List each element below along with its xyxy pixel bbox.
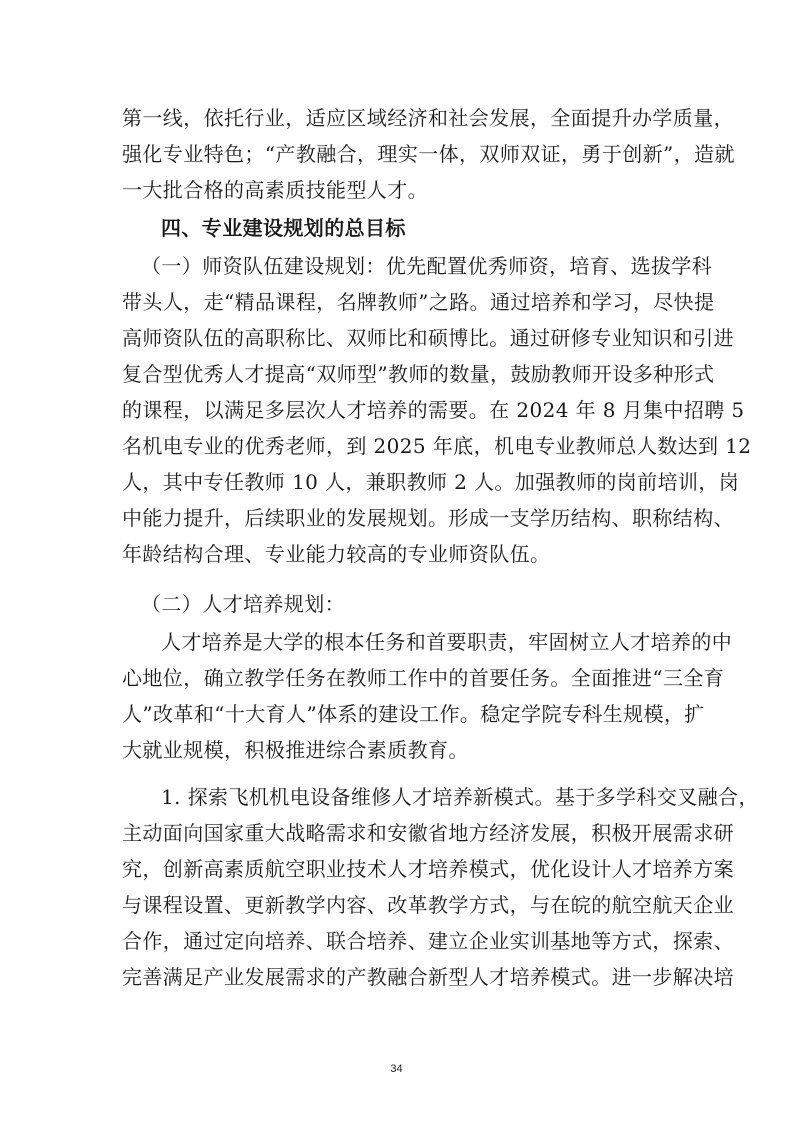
paragraph-line: 带头人，走“精品课程，名牌教师”之路。通过培养和学习，尽快提 [122,290,715,314]
paragraph-line: 高师资队伍的高职称比、双师比和硕博比。通过研修专业知识和引进 [122,326,734,350]
section-heading: 四、专业建设规划的总目标 [161,216,406,240]
paragraph-line: 人才培养是大学的根本任务和首要职责，牢固树立人才培养的中 [161,630,733,654]
paragraph-line: 复合型优秀人才提高“双师型”教师的数量，鼓励教师开设多种形式 [122,362,715,386]
paragraph-line: 合作，通过定向培养、联合培养、建立企业实训基地等方式，探索、 [122,929,734,953]
paragraph-line: 人，其中专任教师 10 人，兼职教师 2 人。加强教师的岗前培训，岗 [122,470,740,494]
paragraph-line: 一大批合格的高素质技能型人才。 [122,178,428,202]
paragraph-line: 主动面向国家重大战略需求和安徽省地方经济发展，积极开展需求研 [122,821,734,845]
paragraph-line: 第一线，依托行业，适应区域经济和社会发展，全面提升办学质量， [122,106,734,130]
paragraph-line: 大就业规模，积极推进综合素质教育。 [122,738,469,762]
paragraph-line: 心地位，确立教学任务在教师工作中的首要任务。全面推进“三全育 [122,666,725,690]
list-item-line: 1. 探索飞机机电设备维修人才培养新模式。基于多学科交叉融合， [161,785,759,809]
paragraph-line: （一）师资队伍建设规划：优先配置优秀师资，培育、选拔学科 [141,254,713,278]
paragraph-line: 名机电专业的优秀老师，到 2025 年底，机电专业教师总人数达到 12 [122,434,752,458]
paragraph-line: 中能力提升，后续职业的发展规划。形成一支学历结构、职称结构、 [122,506,734,530]
paragraph-line: 的课程，以满足多层次人才培养的需要。在 2024 年 8 月集中招聘 5 [122,398,745,422]
paragraph-line: 人”改革和“十大育人”体系的建设工作。稳定学院专科生规模，扩 [122,702,705,726]
subsection-heading: （二）人才培养规划： [141,592,345,616]
paragraph-line: 完善满足产业发展需求的产教融合新型人才培养模式。进一步解决培 [122,965,734,989]
paragraph-line: 与课程设置、更新教学内容、改革教学方式，与在皖的航空航天企业 [122,893,734,917]
paragraph-line: 强化专业特色；“产教融合，理实一体，双师双证，勇于创新”，造就 [122,142,735,166]
paragraph-line: 年龄结构合理、专业能力较高的专业师资队伍。 [122,542,551,566]
paragraph-line: 究，创新高素质航空职业技术人才培养模式，优化设计人才培养方案 [122,857,734,881]
page-number: 34 [390,1063,403,1075]
